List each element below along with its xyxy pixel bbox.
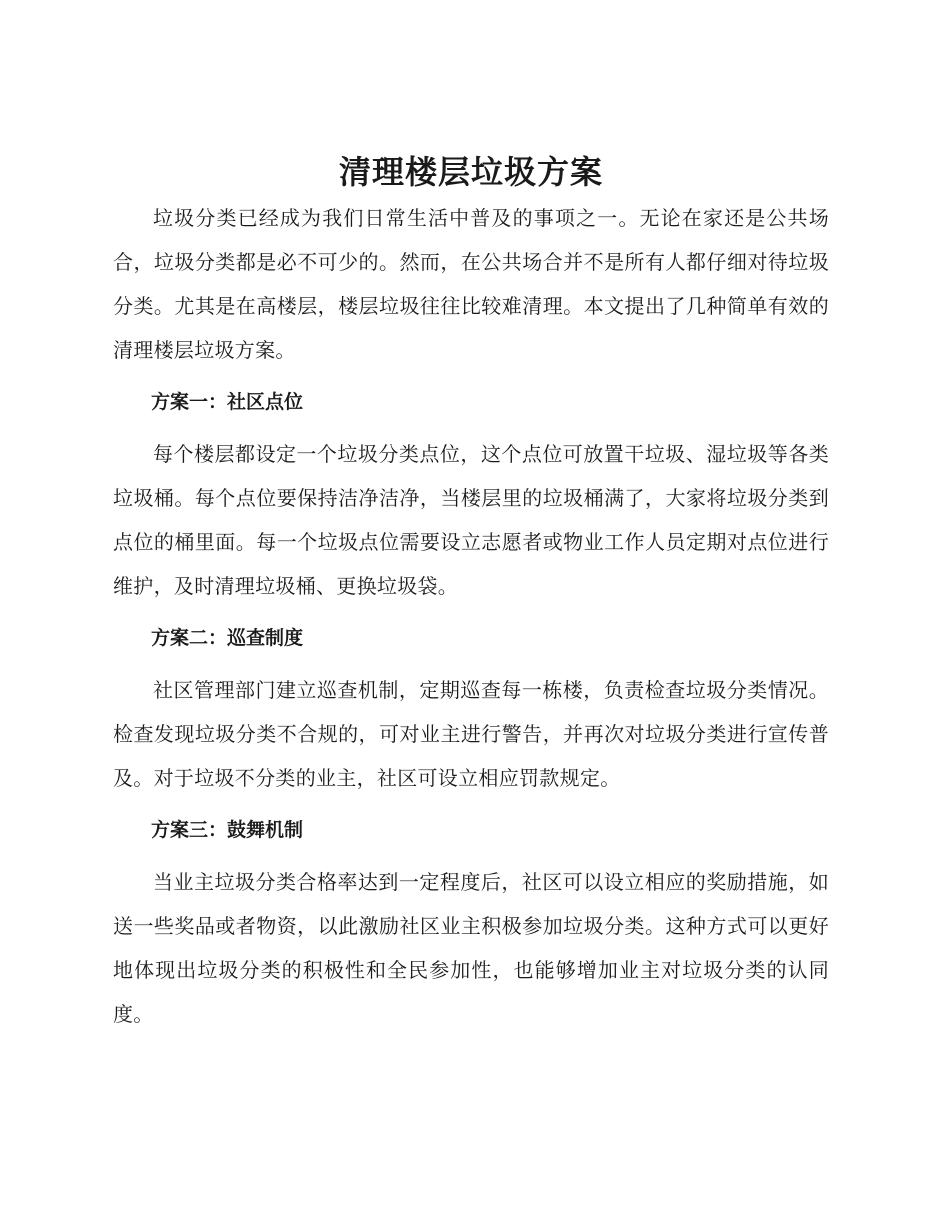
section-heading: 方案三：鼓舞机制 [151,819,304,841]
section-3 [113,808,829,1036]
document-title: 清理楼层垃圾方案 [338,153,603,191]
section-body: 每个楼层都设定一个垃圾分类点位，这个点位可放置干垃圾、湿垃圾等各类垃圾桶。每个点位要保持洁净洁净，当楼层里的垃圾桶满了，大家将垃圾分类到点位的桶里面。每一个垃圾点位需要设立志愿者或物业工作人员定期对点位进行维护，及时清理垃圾桶、更换垃圾袋。 [113,442,829,598]
section-heading: 方案一：社区点位 [151,391,304,413]
section-2 [113,616,829,800]
section-body: 社区管理部门建立巡查机制，定期巡查每一栋楼，负责检查垃圾分类情况。检查发现垃圾分类不合规的，可对业主进行警告，并再次对垃圾分类进行宣传普及。对于垃圾不分类的业主，社区可设立相应罚款规定。 [113,678,829,790]
section-1 [113,380,829,608]
section-heading: 方案二：巡查制度 [151,627,304,649]
section-body: 当业主垃圾分类合格率达到一定程度后，社区可以设立相应的奖励措施，如送一些奖品或者物资，以此激励社区业主积极参加垃圾分类。这种方式可以更好地体现出垃圾分类的积极性和全民参加性，也能够增加业主对垃圾分类的认同度。 [113,870,829,1026]
intro-paragraph: 垃圾分类已经成为我们日常生活中普及的事项之一。无论在家还是公共场合，垃圾分类都是必不可少的。然而，在公共场合并不是所有人都仔细对待垃圾分类。尤其是在高楼层，楼层垃圾往往比较难清理。本文提出了几种简单有效的清理楼层垃圾方案。 [113,206,829,362]
